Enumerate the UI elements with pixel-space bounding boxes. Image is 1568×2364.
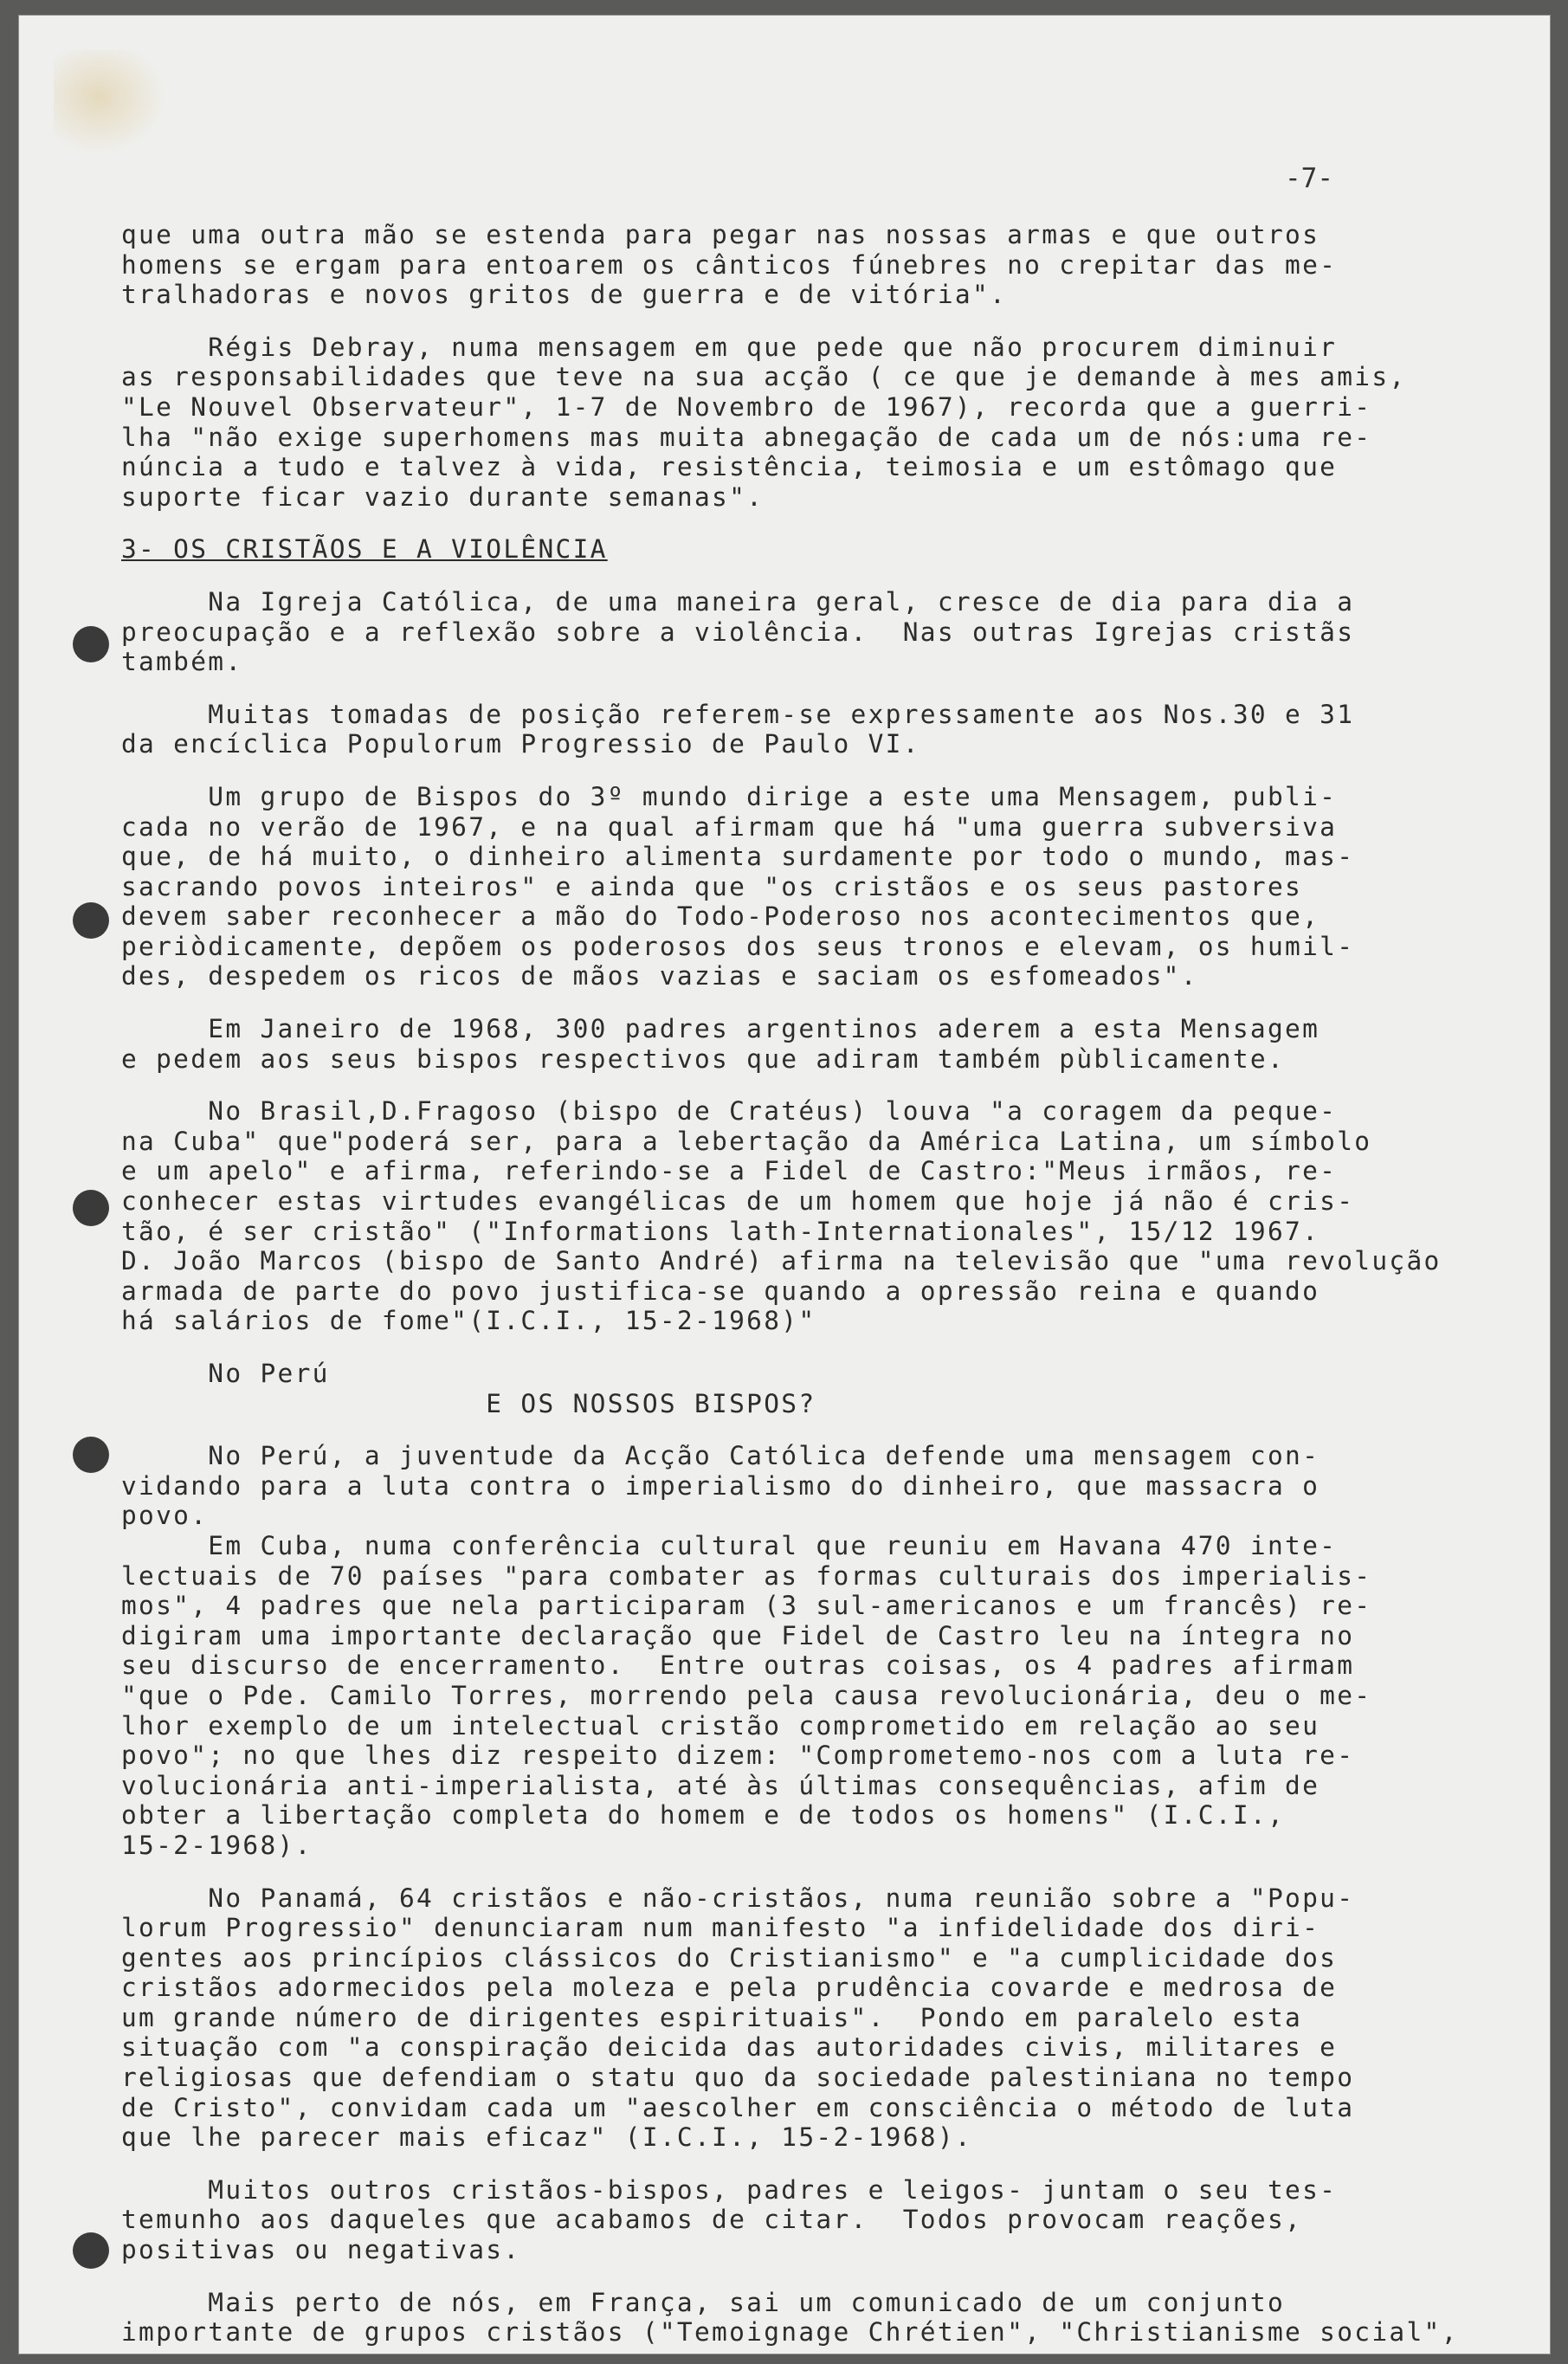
- paragraph-gap: [121, 1074, 1437, 1096]
- text-line: um grande número de dirigentes espirituais". Pondo em paralelo esta: [121, 2002, 1303, 2032]
- text-line: lhor exemplo de um intelectual cristão comprometido em relação ao seu: [121, 1710, 1320, 1741]
- text-line: conhecer estas virtudes evangélicas de um homem que hoje já não é cris-: [121, 1186, 1355, 1217]
- punch-hole: [73, 1190, 109, 1226]
- text-line: devem saber reconhecer a mão do Todo-Poderoso nos acontecimentos que,: [121, 901, 1320, 932]
- text-line: que lhe parecer mais eficaz" (I.C.I., 15-2-1968).: [121, 2122, 972, 2153]
- text-line: 3- OS CRISTÃOS E A VIOLÊNCIA: [121, 534, 608, 565]
- text-line: tralhadoras e novos gritos de guerra e de vitória".: [121, 280, 1008, 310]
- paragraph-gap: [121, 310, 1437, 333]
- text-line: importante de grupos cristãos ("Temoignage Chrétien", "Christianisme social",: [121, 2317, 1459, 2348]
- text-line: D. João Marcos (bispo de Santo André) afirma na televisão que "uma revolução: [121, 1246, 1442, 1276]
- paragraph-gap: [121, 1861, 1437, 1883]
- text-line: também.: [121, 647, 243, 677]
- text-line: e um apelo" e afirma, referindo-se a Fidel de Castro:"Meus irmãos, re-: [121, 1156, 1338, 1186]
- paragraph-gap: [121, 1418, 1437, 1441]
- text-line: Mais perto de nós, em França, sai um comunicado de um conjunto: [121, 2287, 1286, 2317]
- text-line: e pedem aos seus bispos respectivos que adiram também pùblicamente.: [121, 1043, 1286, 1074]
- text-line: Na Igreja Católica, de uma maneira geral, cresce de dia para dia a: [121, 586, 1355, 617]
- text-line: que, de há muito, o dinheiro alimenta surdamente por todo o mundo, mas-: [121, 842, 1355, 872]
- paragraph-gap: [121, 759, 1437, 782]
- text-line: Muitas tomadas de posição referem-se expressamente aos Nos.30 e 31: [121, 699, 1355, 729]
- text-line: religiosas que defendiam o statu quo da sociedade palestiniana no tempo: [121, 2063, 1355, 2093]
- paragraph-gap: [121, 991, 1437, 1014]
- text-line: No Panamá, 64 cristãos e não-cristãos, numa reunião sobre a "Popu-: [121, 1883, 1355, 1913]
- text-line: 15-2-1968).: [121, 1830, 313, 1860]
- text-line: seu discurso de encerramento. Entre outras coisas, os 4 padres afirmam: [121, 1650, 1355, 1681]
- paragraph-gap: [121, 677, 1437, 700]
- paragraph-gap: [121, 512, 1437, 534]
- punch-hole: [73, 902, 109, 939]
- text-line: vidando para a luta contra o imperialismo do dinheiro, que massacra o: [121, 1470, 1320, 1501]
- text-line: que uma outra mão se estenda para pegar nas nossas armas e que outros: [121, 220, 1320, 249]
- page-number: -7-: [1285, 163, 1333, 194]
- text-line: digiram uma importante declaração que Fidel de Castro leu na íntegra no: [121, 1620, 1355, 1650]
- text-line: No Brasil,D.Fragoso (bispo de Cratéus) louva "a coragem da peque-: [121, 1096, 1338, 1127]
- text-line: armada de parte do povo justifica-se quando a opressão reina e quando: [121, 1276, 1320, 1306]
- text-line: Em Cuba, numa conferência cultural que reuniu em Havana 470 inte-: [121, 1530, 1338, 1560]
- text-line: Muitos outros cristãos-bispos, padres e leigos- juntam o seu tes-: [121, 2174, 1338, 2205]
- text-line: No Perú: [121, 1359, 330, 1388]
- typed-text-body: [121, 220, 1459, 2348]
- text-line: situação com "a conspiração deicida das autoridades civis, militares e: [121, 2032, 1338, 2063]
- text-line: Um grupo de Bispos do 3º mundo dirige a este uma Mensagem, publi-: [121, 781, 1338, 811]
- paragraph-gap: [121, 2153, 1437, 2175]
- text-line: suporte ficar vazio durante semanas".: [121, 481, 765, 512]
- text-line: mos", 4 padres que nela participaram (3 sul-americanos e um francês) re-: [121, 1591, 1372, 1621]
- text-line: "que o Pde. Camilo Torres, morrendo pela causa revolucionária, deu o me-: [121, 1680, 1372, 1710]
- text-line: "Le Nouvel Observateur", 1-7 de Novembro de 1967), recorda que a guerri-: [121, 391, 1372, 422]
- punch-hole: [73, 626, 109, 662]
- text-line: cristãos adormecidos pela moleza e pela prudência covarde e medrosa de: [121, 1973, 1338, 2003]
- document-page: [19, 16, 1550, 2354]
- text-line: lorum Progressio" denunciaram num manifesto "a infidelidade dos diri-: [121, 1913, 1320, 1943]
- text-line: povo"; no que lhes diz respeito dizem: "Comprometemo-nos com a luta re-: [121, 1741, 1355, 1771]
- text-line: Régis Debray, numa mensagem em que pede que não procurem diminuir: [121, 332, 1338, 362]
- text-line: tão, é ser cristão" ("Informations lath-Internationales", 15/12 1967.: [121, 1216, 1320, 1246]
- paragraph-gap: [121, 1336, 1437, 1359]
- paragraph-gap: [121, 565, 1437, 587]
- text-line: positivas ou negativas.: [121, 2235, 521, 2265]
- text-line: núncia a tudo e talvez à vida, resistência, teimosia e um estômago que: [121, 452, 1338, 482]
- text-line: gentes aos princípios clássicos do Cristianismo" e "a cumplicidade dos: [121, 1942, 1338, 1973]
- text-line: as responsabilidades que teve na sua acção ( ce que je demande à mes amis,: [121, 362, 1407, 392]
- text-line: de Cristo", convidam cada um "aescolher em consciência o método de luta: [121, 2092, 1355, 2122]
- text-line: temunho aos daqueles que acabamos de citar. Todos provocam reações,: [121, 2205, 1303, 2235]
- text-line: lectuais de 70 países "para combater as formas culturais dos imperialis-: [121, 1560, 1372, 1591]
- text-line: Em Janeiro de 1968, 300 padres argentinos aderem a esta Mensagem: [121, 1014, 1320, 1044]
- text-line: cada no verão de 1967, e na qual afirmam que há "uma guerra subversiva: [121, 811, 1338, 842]
- text-line: sacrando povos inteiros" e ainda que "os cristãos e os seus pastores: [121, 871, 1303, 901]
- text-line: volucionária anti-imperialista, até às últimas consequências, afim de: [121, 1770, 1320, 1800]
- text-line: des, despedem os ricos de mãos vazias e saciam os esfomeados".: [121, 961, 1198, 991]
- text-line: povo.: [121, 1501, 209, 1531]
- text-line: lha "não exige superhomens mas muita abnegação de cada um de nós:uma re-: [121, 422, 1372, 452]
- text-line: na Cuba" que"poderá ser, para a lebertação da América Latina, um símbolo: [121, 1126, 1372, 1156]
- punch-hole: [73, 1437, 109, 1473]
- text-line: periòdicamente, depõem os poderosos dos seus tronos e elevam, os humil-: [121, 931, 1355, 961]
- text-line: homens se ergam para entoarem os cânticos fúnebres no crepitar das me-: [121, 249, 1338, 280]
- text-line: E OS NOSSOS BISPOS?: [121, 1388, 816, 1418]
- text-line: obter a libertação completa do homem e de todos os homens" (I.C.I.,: [121, 1800, 1286, 1831]
- text-line: há salários de fome"(I.C.I., 15-2-1968)": [121, 1306, 816, 1336]
- stain-mark: [54, 50, 166, 154]
- paragraph-gap: [121, 2265, 1437, 2288]
- text-line: No Perú, a juventude da Acção Católica defende uma mensagem con-: [121, 1441, 1320, 1471]
- text-line: preocupação e a reflexão sobre a violência. Nas outras Igrejas cristãs: [121, 617, 1355, 647]
- text-line: da encíclica Populorum Progressio de Paulo VI.: [121, 729, 920, 759]
- punch-hole: [73, 2232, 109, 2269]
